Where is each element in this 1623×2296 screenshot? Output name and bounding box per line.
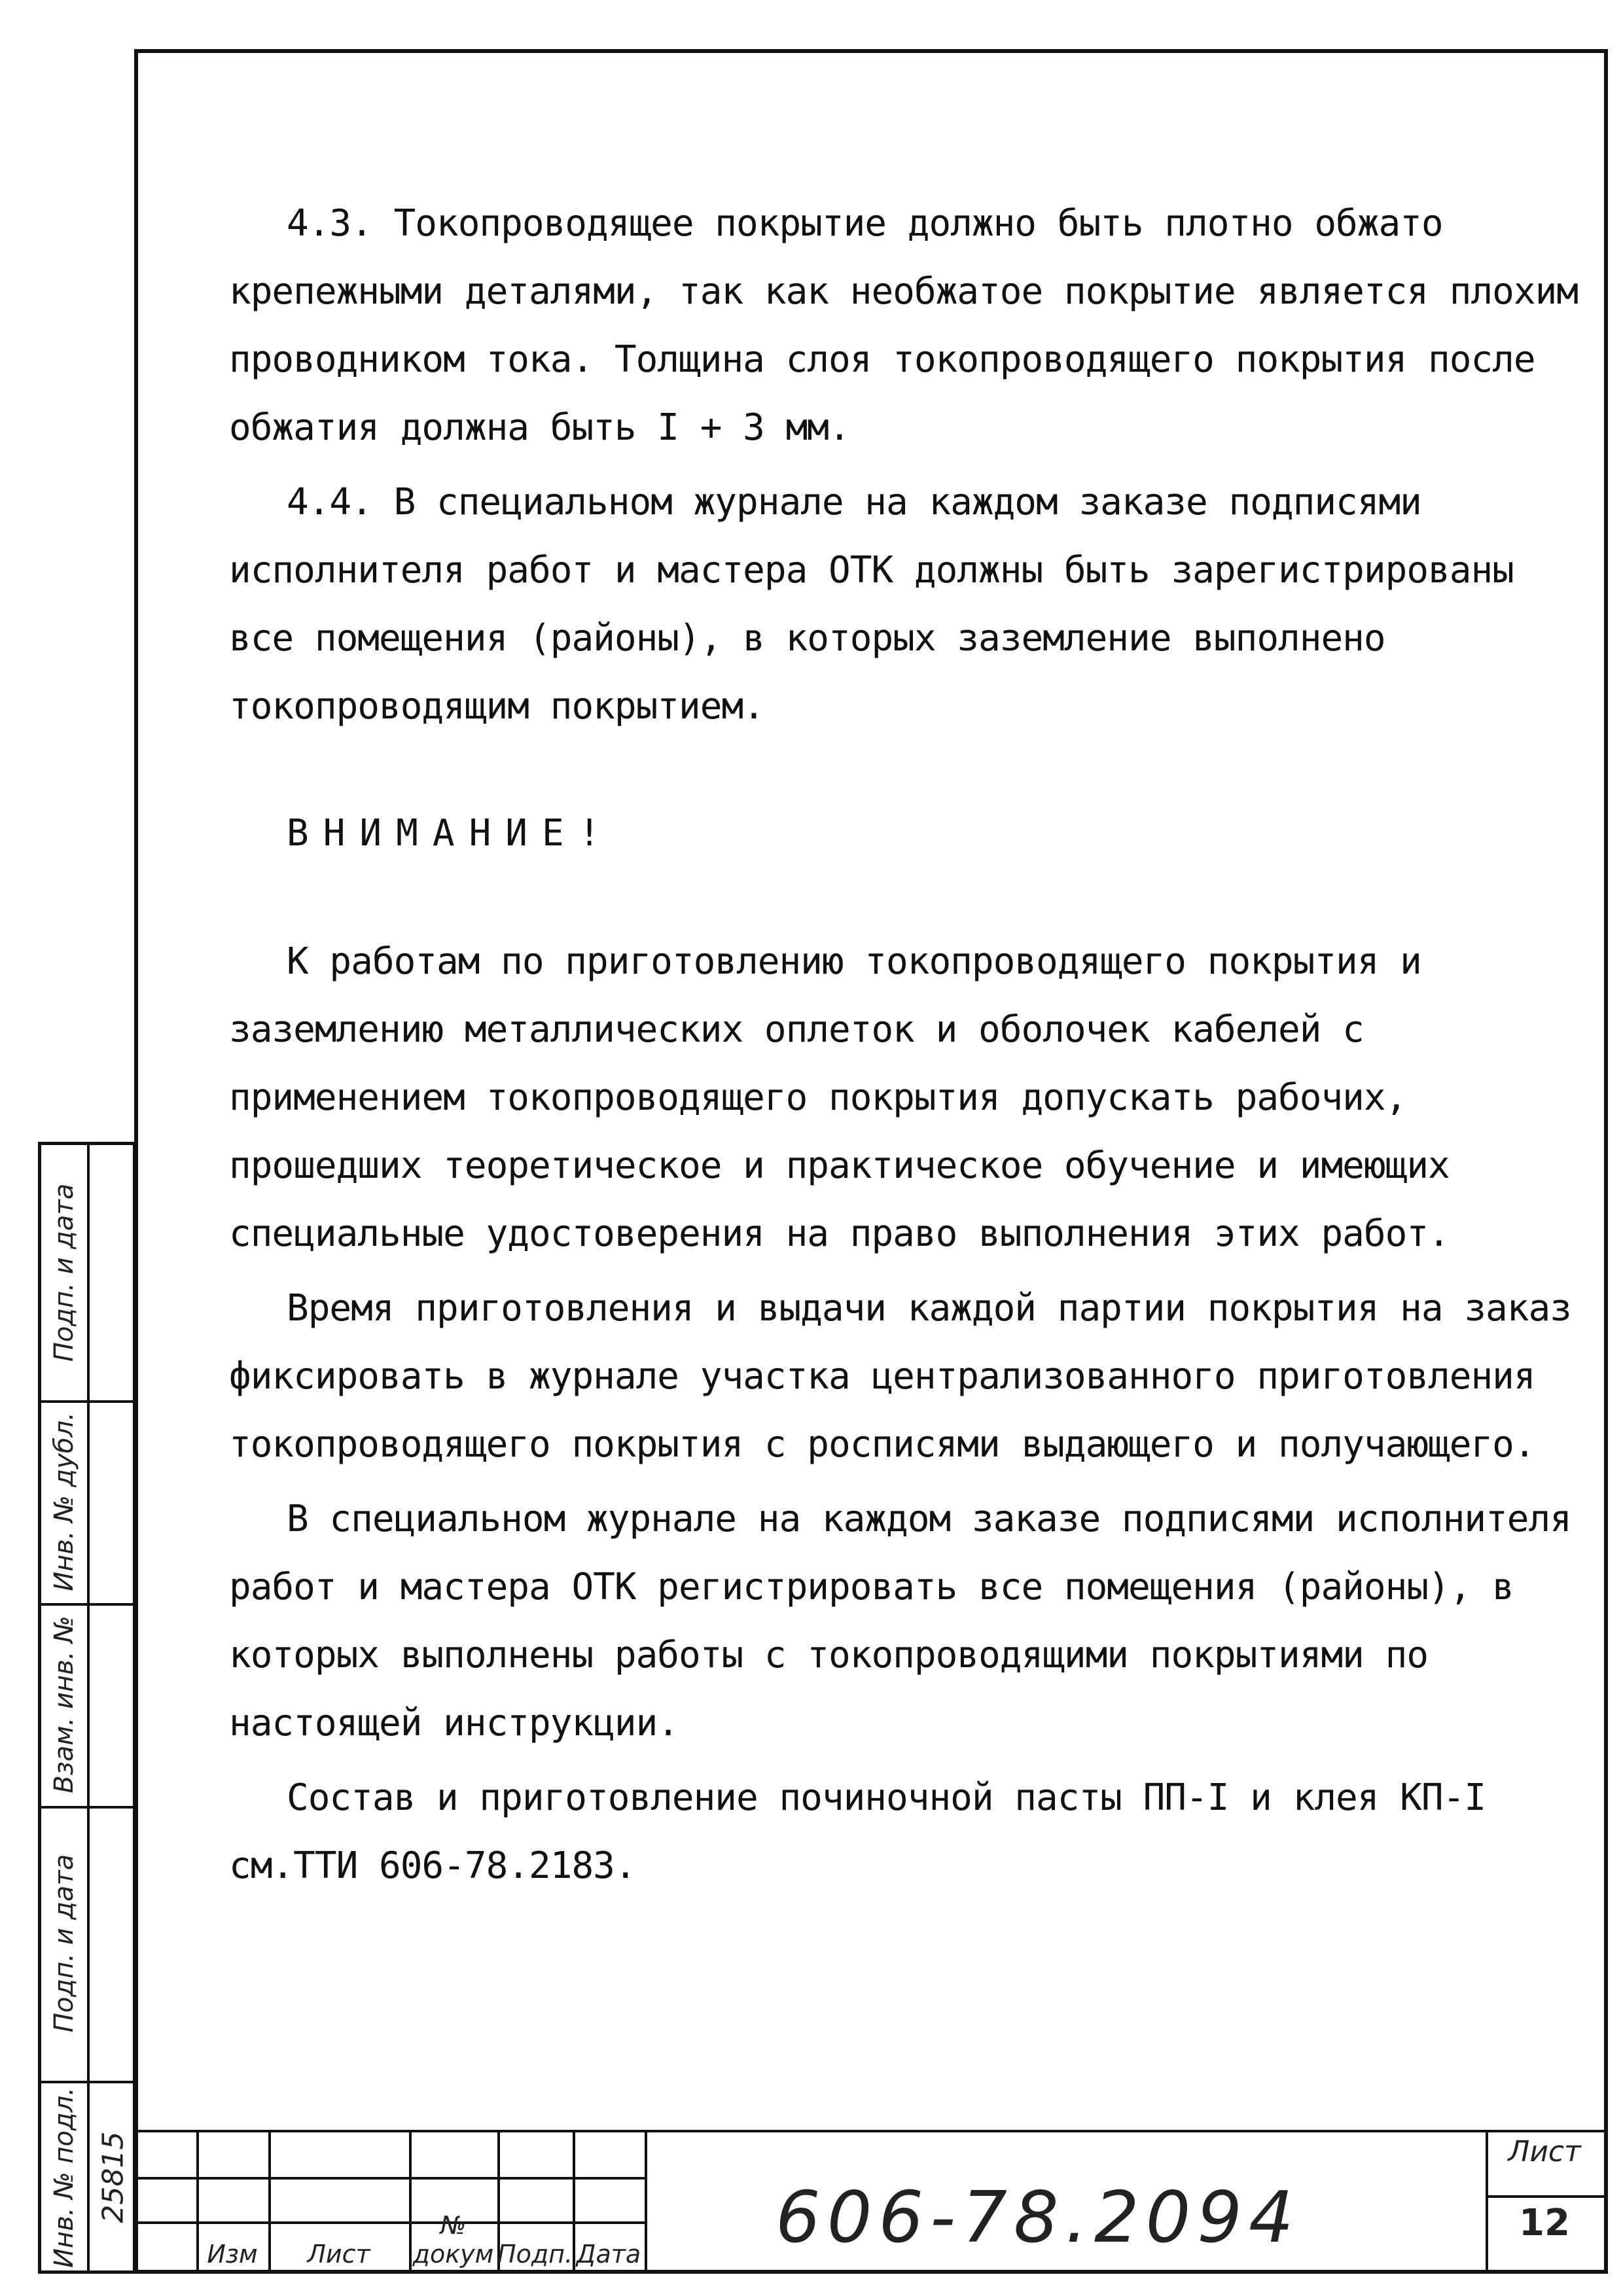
strip-label: Подп. и дата bbox=[49, 1183, 80, 1362]
tb-col-sheet: Лист bbox=[307, 2240, 370, 2269]
strip-cell-sign-date-2 bbox=[43, 1806, 86, 2081]
paragraph-admission: К работам по приготовлению токопроводящего покрытия и заземлению металлических оплеток и оболочек кабелей с применением токопроводящего покрытия допускать рабочих, прошедших теоретическое и практическое обучение и имеющих специальные удостоверения на право выполнения этих работ. bbox=[229, 940, 1450, 1255]
tb-top-line bbox=[134, 2130, 1608, 2132]
side-stamp-strip bbox=[38, 1142, 136, 2274]
strip-cell-sign-date bbox=[43, 1145, 86, 1400]
tb-col-sign: Подп. bbox=[497, 2240, 573, 2269]
document-body bbox=[229, 190, 1590, 1900]
tb-row-line bbox=[134, 2177, 645, 2180]
strip-label: Подп. и дата bbox=[49, 1854, 80, 2033]
tb-col-line bbox=[645, 2130, 647, 2274]
tb-col-date: Дата bbox=[576, 2240, 641, 2269]
paragraph-4-4: 4.4. В специальном журнале на каждом заказе подписями исполнителя работ и мастера ОТК должны быть зарегистрированы все помещения (районы), в которых заземление выполнено токопроводящим покрытием. bbox=[229, 481, 1514, 728]
paragraph-timing: Время приготовления и выдачи каждой партии покрытия на заказ фиксировать в журнале участка централизованного приготовления токопроводящего покрытия с росписями выдающего и получающего. bbox=[229, 1287, 1571, 1466]
paragraph-4-3: 4.3. Токопроводящее покрытие должно быть плотно обжато крепежными деталями, так как необжатое покрытие является плохим проводником тока. Толщина слоя токопроводящего покрытия после обжатия должна быть I + 3 мм. bbox=[229, 202, 1578, 449]
inventory-number: 25815 bbox=[96, 2131, 130, 2223]
strip-inventory-value bbox=[90, 2081, 137, 2274]
tb-col-change: Изм bbox=[207, 2240, 258, 2269]
paragraph-journal: В специальном журнале на каждом заказе подписями исполнителя работ и мастера ОТК регистрировать все помещения (районы), в которых выполнены работы с токопроводящими покрытиями по настоящей инструкции. bbox=[229, 1498, 1571, 1744]
strip-cell-original-inv bbox=[43, 2081, 86, 2274]
strip-label: Взам. инв. № bbox=[49, 1616, 79, 1793]
strip-cell-replace-inv bbox=[43, 1603, 86, 1806]
paragraph-composition: Состав и приготовление починочной пасты ПП-I и клея КП-I см.ТТИ 606-78.2183. bbox=[229, 1776, 1486, 1887]
title-block bbox=[134, 2130, 1608, 2274]
strip-label: Инв. № подл. bbox=[49, 2087, 79, 2268]
tb-row-line bbox=[134, 2221, 645, 2224]
sheet-label: Лист bbox=[1508, 2135, 1581, 2168]
sheet-number: 12 bbox=[1519, 2202, 1570, 2244]
document-code: 606-78.2094 bbox=[776, 2177, 1300, 2259]
tb-col-docno: № докум bbox=[412, 2211, 494, 2269]
tb-col-line bbox=[134, 2130, 137, 2274]
warning-heading: ВНИМАНИЕ! bbox=[287, 812, 615, 855]
strip-cell-dup-inv bbox=[43, 1400, 86, 1603]
strip-label: Инв. № дубл. bbox=[49, 1412, 80, 1591]
